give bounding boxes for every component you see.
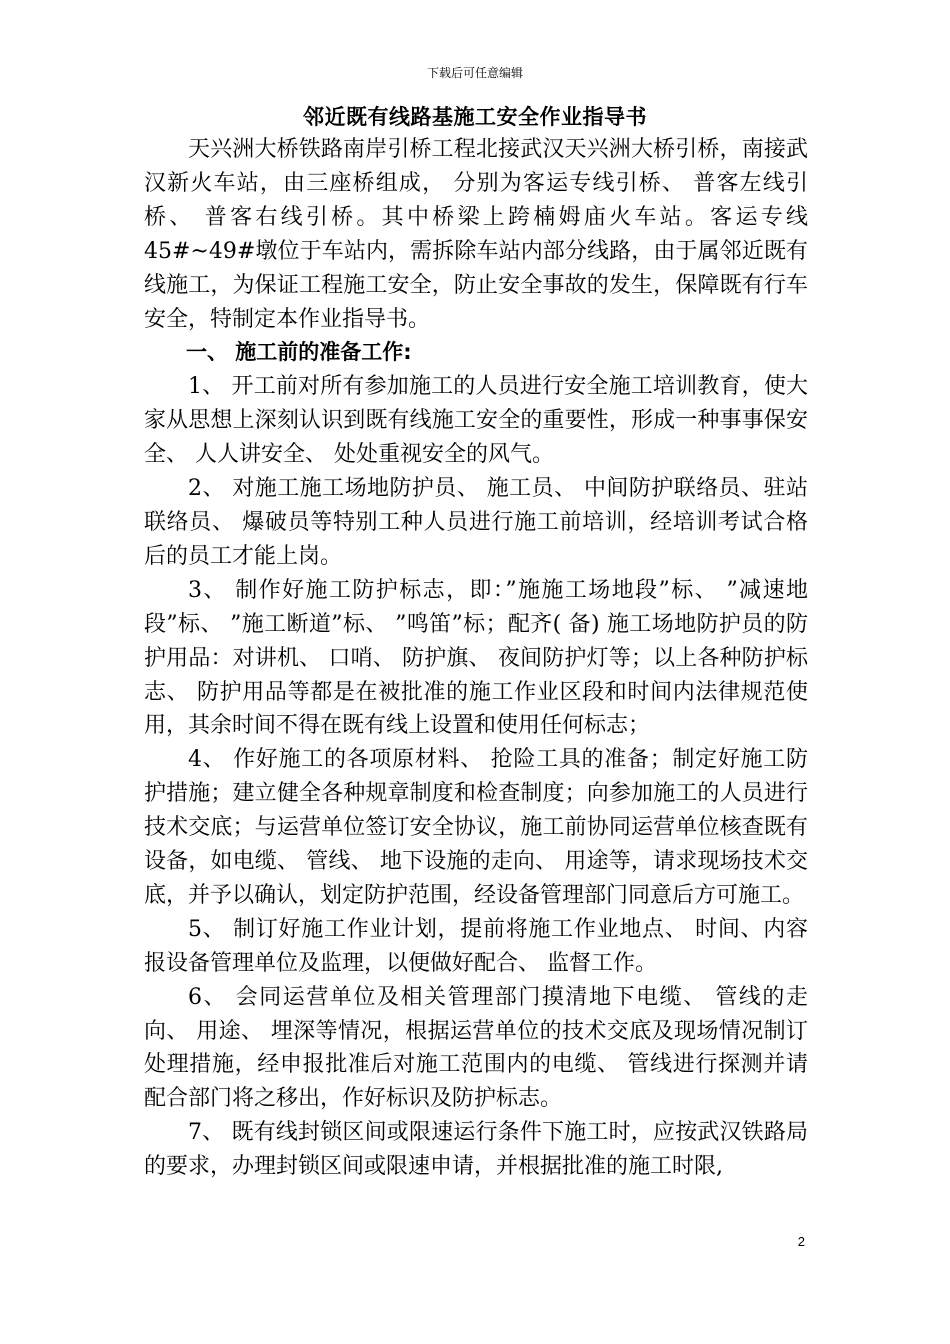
header-note: 下载后可任意编辑 — [426, 66, 523, 80]
paragraph-item-1: 1、 开工前对所有参加施工的人员进行安全施工培训教育，使大家从思想上深刻认识到既有线施工安全的重要性，形成一种事事保安全、 人人讲安全、 处处重视安全的风气。 — [144, 374, 808, 468]
page-number: 2 — [797, 1234, 805, 1249]
paragraph-item-4: 4、 作好施工的各项原材料、 抢险工具的准备；制定好施工防护措施；建立健全各种规章制度和检查制度；向参加施工的人员进行技术交底；与运营单位签订安全协议，施工前协同运营单位核查既有设备，如电缆、 管线、 地下设施的走向、 用途等，请求现场技术交底，并予以确认，划定防护范围，经设备管理部门同意后方可施工。 — [144, 747, 808, 908]
document-body — [144, 133, 808, 1184]
intro-paragraph: 天兴洲大桥铁路南岸引桥工程北接武汉天兴洲大桥引桥，南接武汉新火车站，由三座桥组成， 分别为客运专线引桥、 普客左线引桥、 普客右线引桥。其中桥梁上跨楠姆庙火车站。客运专线 45#~49#墩位于车站内，需拆除车站内部分线路，由于属邻近既有线施工，为保证工程施工安全，防止安全事故的发生，保障既有行车安全，特制定本作业指导书。 — [144, 137, 808, 332]
paragraph-item-5: 5、 制订好施工作业计划，提前将施工作业地点、 时间、内容报设备管理单位及监理，以便做好配合、 监督工作。 — [144, 916, 808, 976]
paragraph-item-2: 2、 对施工施工场地防护员、 施工员、 中间防护联络员、驻站联络员、 爆破员等特别工种人员进行施工前培训，经培训考试合格后的员工才能上岗。 — [144, 476, 808, 569]
document-title: 邻近既有线路基施工安全作业指导书 — [303, 105, 647, 129]
paragraph-item-7: 7、 既有线封锁区间或限速运行条件下施工时，应按武汉铁路局的要求，办理封锁区间或限速申请，并根据批准的施工时限, — [144, 1120, 808, 1180]
paragraph-item-6: 6、 会同运营单位及相关管理部门摸清地下电缆、 管线的走向、 用途、 埋深等情况，根据运营单位的技术交底及现场情况制订处理措施，经申报批准后对施工范围内的电缆、 管线进行探测并请配合部门将之移出，作好标识及防护标志。 — [144, 984, 808, 1112]
paragraph-item-3: 3、 制作好施工防护标志，即：”施施工场地段”标、 ”减速地段”标、 ”施工断道”标、 ”鸣笛”标；配齐( 备) 施工场地防护员的防护用品：对讲机、 口哨、 防护旗、 夜间防护灯等；以上各种防护标志、 防护用品等都是在被批准的施工作业区段和时间内法律规范使用，其余时间不得在既有线上设置和使用任何标志； — [144, 577, 808, 739]
section-heading: 一、 施工前的准备工作: — [186, 340, 412, 365]
